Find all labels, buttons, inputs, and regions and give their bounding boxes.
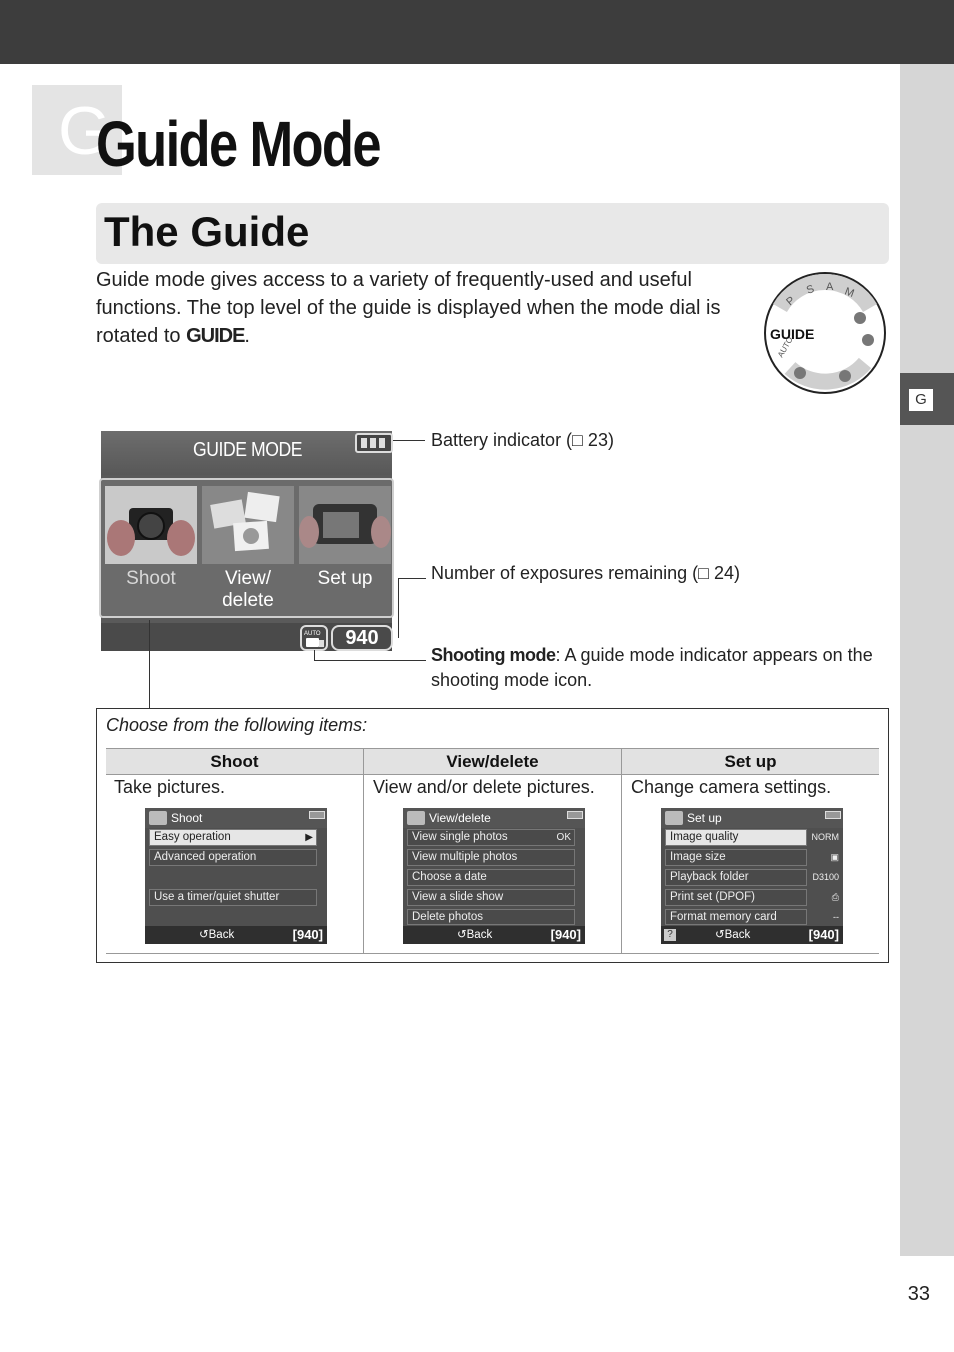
menu-item[interactable] — [665, 829, 807, 846]
exposures-callout: Number of exposures remaining (□ 24) — [431, 563, 741, 583]
menu-item[interactable] — [665, 889, 807, 906]
items-callout-line — [149, 620, 150, 708]
menu-item-label: View multiple photos — [412, 851, 518, 863]
menu-footer — [145, 926, 327, 944]
camera-hands-icon — [105, 486, 197, 564]
set-up-label-line1: Set up — [317, 568, 373, 589]
set-up-menu-screen — [661, 808, 843, 944]
back-label: ↺Back — [715, 929, 751, 941]
exposure-count: [940] — [550, 927, 581, 942]
set-up-option-image[interactable] — [299, 486, 391, 564]
screen-title: GUIDE MODE — [193, 439, 303, 461]
menu-item-label: Image size — [670, 851, 726, 863]
menu-item[interactable] — [149, 849, 317, 866]
header-shoot: Shoot — [210, 752, 259, 771]
help-icon[interactable]: ? — [664, 929, 676, 941]
folder-value: D3100 — [812, 872, 839, 882]
dial-mark-auto: AUTO — [775, 335, 795, 359]
dial-mark-m: M — [842, 285, 856, 300]
shooting-mode-icon — [300, 625, 328, 651]
exposures-remaining: 940 — [331, 625, 393, 651]
items-caption: Choose from the following items: — [106, 715, 368, 735]
shooting-mode-text: : A guide mode indicator appears on the shooting mode icon. — [431, 645, 873, 690]
menu-item-label: Playback folder — [670, 871, 749, 883]
table-header-row — [106, 748, 879, 775]
view-delete-label-line1: View/ — [224, 568, 272, 589]
dial-mark-p: P — [784, 294, 798, 309]
menu-item[interactable] — [665, 869, 807, 886]
back-label: ↺Back — [457, 929, 493, 941]
column-divider — [363, 748, 364, 953]
mode-callout-line-v — [314, 650, 315, 661]
table-bottom-rule — [106, 953, 879, 954]
guide-mode-screen — [101, 431, 392, 651]
chapter-sidebar — [900, 64, 954, 1256]
battery-icon — [309, 811, 325, 819]
menu-item-label: Advanced operation — [154, 851, 257, 863]
shoot-menu-header — [145, 808, 327, 828]
column-divider — [621, 748, 622, 953]
menu-item-label: Easy operation — [154, 831, 231, 843]
image-size-icon: ▣ — [830, 852, 839, 862]
items-table — [96, 708, 889, 963]
battery-icon — [825, 811, 841, 819]
shoot-option-image[interactable] — [105, 486, 197, 564]
menu-item[interactable] — [407, 849, 575, 866]
page-number: 33 — [907, 1283, 930, 1305]
shoot-menu-screen — [145, 808, 327, 944]
photos-icon — [202, 486, 294, 564]
exposures-callout-line-v — [398, 578, 399, 638]
shoot-label-line1: Shoot — [126, 568, 176, 589]
battery-callout: Battery indicator (□ 23) — [431, 430, 614, 450]
top-bar — [0, 0, 954, 64]
view-delete-menu-screen — [403, 808, 585, 944]
chapter-letter: G — [58, 93, 111, 169]
back-label: ↺Back — [199, 929, 235, 941]
header-view-delete: View/delete — [446, 752, 539, 771]
menu-item-label: Use a timer/quiet shutter — [154, 891, 280, 903]
section-header — [96, 203, 889, 264]
ok-icon: OK — [556, 832, 571, 843]
quality-value: NORM — [811, 832, 839, 842]
intro-paragraph — [96, 266, 756, 350]
camera-back-icon — [299, 486, 391, 564]
intro-end: . — [244, 325, 250, 347]
menu-item-label: Format memory card — [670, 911, 777, 923]
menu-footer — [661, 926, 843, 944]
arrow-right-icon: ▶ — [305, 832, 313, 843]
set-up-description: Change camera settings. — [631, 777, 832, 797]
screen-options — [99, 478, 394, 618]
menu-item[interactable] — [407, 829, 575, 846]
menu-item-label: Choose a date — [412, 871, 487, 883]
exposure-count: [940] — [292, 927, 323, 942]
shooting-mode-term: Shooting mode — [431, 645, 556, 665]
menu-item[interactable] — [665, 849, 807, 866]
shoot-description: Take pictures. — [114, 777, 226, 797]
header-set-up: Set up — [724, 752, 777, 771]
intro-text: Guide mode gives access to a variety of frequently-used and useful functions. The top level of the guide is displayed when the mode dial is rotated to — [96, 269, 721, 347]
set-up-option-label[interactable] — [299, 568, 391, 590]
view-delete-label-line2: delete — [222, 590, 274, 611]
mode-icon-label: AUTO — [304, 631, 321, 637]
menu-item[interactable] — [407, 889, 575, 906]
shoot-option-label[interactable] — [105, 568, 197, 590]
chapter-tab — [900, 373, 954, 425]
menu-item-label: Print set (DPOF) — [670, 891, 755, 903]
menu-item-label: View single photos — [412, 831, 508, 843]
exposures-callout-line-h — [398, 578, 426, 579]
shooting-mode-callout — [431, 643, 891, 693]
menu-item[interactable] — [149, 829, 317, 846]
view-delete-option-label[interactable] — [202, 568, 294, 612]
print-icon: ⎙ — [831, 892, 839, 902]
menu-footer — [403, 926, 585, 944]
view-delete-menu-title: View/delete — [429, 811, 491, 825]
chapter-tab-letter: G — [909, 389, 933, 411]
section-title: The Guide — [104, 208, 310, 255]
menu-item[interactable] — [149, 889, 317, 906]
mode-name: GUIDE — [186, 325, 245, 347]
exposure-count: [940] — [808, 927, 839, 942]
menu-item-label: Image quality — [670, 831, 739, 843]
chapter-title: Guide Mode — [96, 108, 380, 180]
battery-icon — [355, 433, 393, 453]
dial-mark-s: S — [804, 283, 816, 297]
battery-icon — [567, 811, 583, 819]
screen-header — [101, 431, 392, 475]
view-delete-description: View and/or delete pictures. — [373, 777, 595, 797]
mode-callout-line-h — [314, 660, 426, 661]
menu-item-label: Delete photos — [412, 911, 483, 923]
format-value: -- — [833, 912, 839, 922]
playback-icon — [407, 811, 425, 825]
set-up-menu-header — [661, 808, 843, 828]
menu-item[interactable] — [665, 909, 807, 925]
shoot-menu-title: Shoot — [171, 811, 203, 825]
dial-mark-a: A — [826, 281, 834, 293]
view-delete-menu-header — [403, 808, 585, 828]
battery-callout-line — [393, 440, 425, 441]
wrench-icon — [665, 811, 683, 825]
set-up-menu-title: Set up — [687, 811, 722, 825]
menu-item[interactable] — [407, 869, 575, 886]
view-delete-option-image[interactable] — [202, 486, 294, 564]
camera-icon — [149, 811, 167, 825]
auto-camera-icon — [302, 627, 326, 649]
mode-dial-icon — [760, 268, 890, 398]
dial-selected-label: GUIDE — [770, 326, 815, 342]
menu-item-label: View a slide show — [412, 891, 504, 903]
menu-item[interactable] — [407, 909, 575, 925]
